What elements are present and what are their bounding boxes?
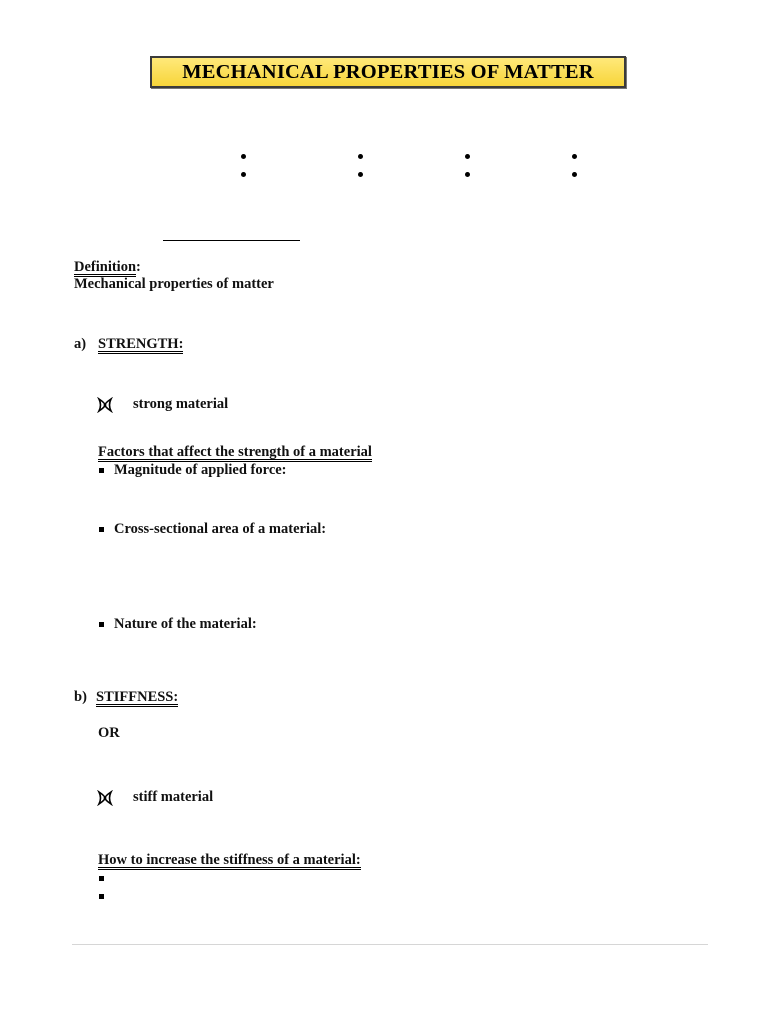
- square-bullet-icon: [99, 468, 104, 473]
- footer-divider: [72, 944, 708, 945]
- butterfly-bullet-icon: [97, 397, 113, 413]
- dot-marker: [572, 154, 577, 159]
- increase-heading-row: [98, 852, 361, 870]
- dot-marker: [465, 172, 470, 177]
- dot-marker: [241, 172, 246, 177]
- square-bullet-icon: [99, 894, 104, 899]
- page-title: MECHANICAL PROPERTIES OF MATTER: [182, 60, 594, 83]
- section-b-heading-row: [96, 689, 178, 707]
- title-banner: [150, 56, 626, 88]
- factors-heading: Factors that affect the strength of a material: [98, 444, 372, 460]
- definition-heading: Definition: [74, 259, 137, 275]
- definition-colon: :: [136, 259, 141, 275]
- strong-material-label: strong material: [133, 396, 229, 412]
- square-bullet-icon: [99, 527, 104, 532]
- dot-marker: [358, 172, 363, 177]
- dot-marker: [465, 154, 470, 159]
- section-b-marker: b): [74, 689, 87, 705]
- section-a-colon: :: [178, 336, 184, 352]
- dot-marker: [572, 172, 577, 177]
- factor-item: Nature of the material:: [114, 616, 257, 632]
- butterfly-bullet-icon: [97, 790, 113, 806]
- factor-item: Cross-sectional area of a material:: [114, 521, 327, 537]
- factor-item: Magnitude of applied force:: [114, 462, 287, 478]
- or-text: OR: [98, 725, 120, 741]
- section-a-marker: a): [74, 336, 87, 352]
- fill-in-blank-line: [163, 240, 300, 241]
- stiff-material-label: stiff material: [133, 789, 214, 805]
- definition-text: Mechanical properties of matter: [74, 276, 274, 292]
- square-bullet-icon: [99, 622, 104, 627]
- increase-stiffness-heading: How to increase the stiffness of a material:: [98, 852, 361, 868]
- definition-heading-row: [74, 259, 141, 277]
- square-bullet-icon: [99, 876, 104, 881]
- dot-marker: [241, 154, 246, 159]
- factors-heading-row: [98, 444, 372, 462]
- section-a-heading: STRENGTH: [98, 336, 179, 352]
- section-b-colon: :: [173, 689, 179, 705]
- section-a-heading-row: [98, 336, 183, 354]
- dot-marker: [358, 154, 363, 159]
- section-b-heading: STIFFNESS: [96, 689, 174, 705]
